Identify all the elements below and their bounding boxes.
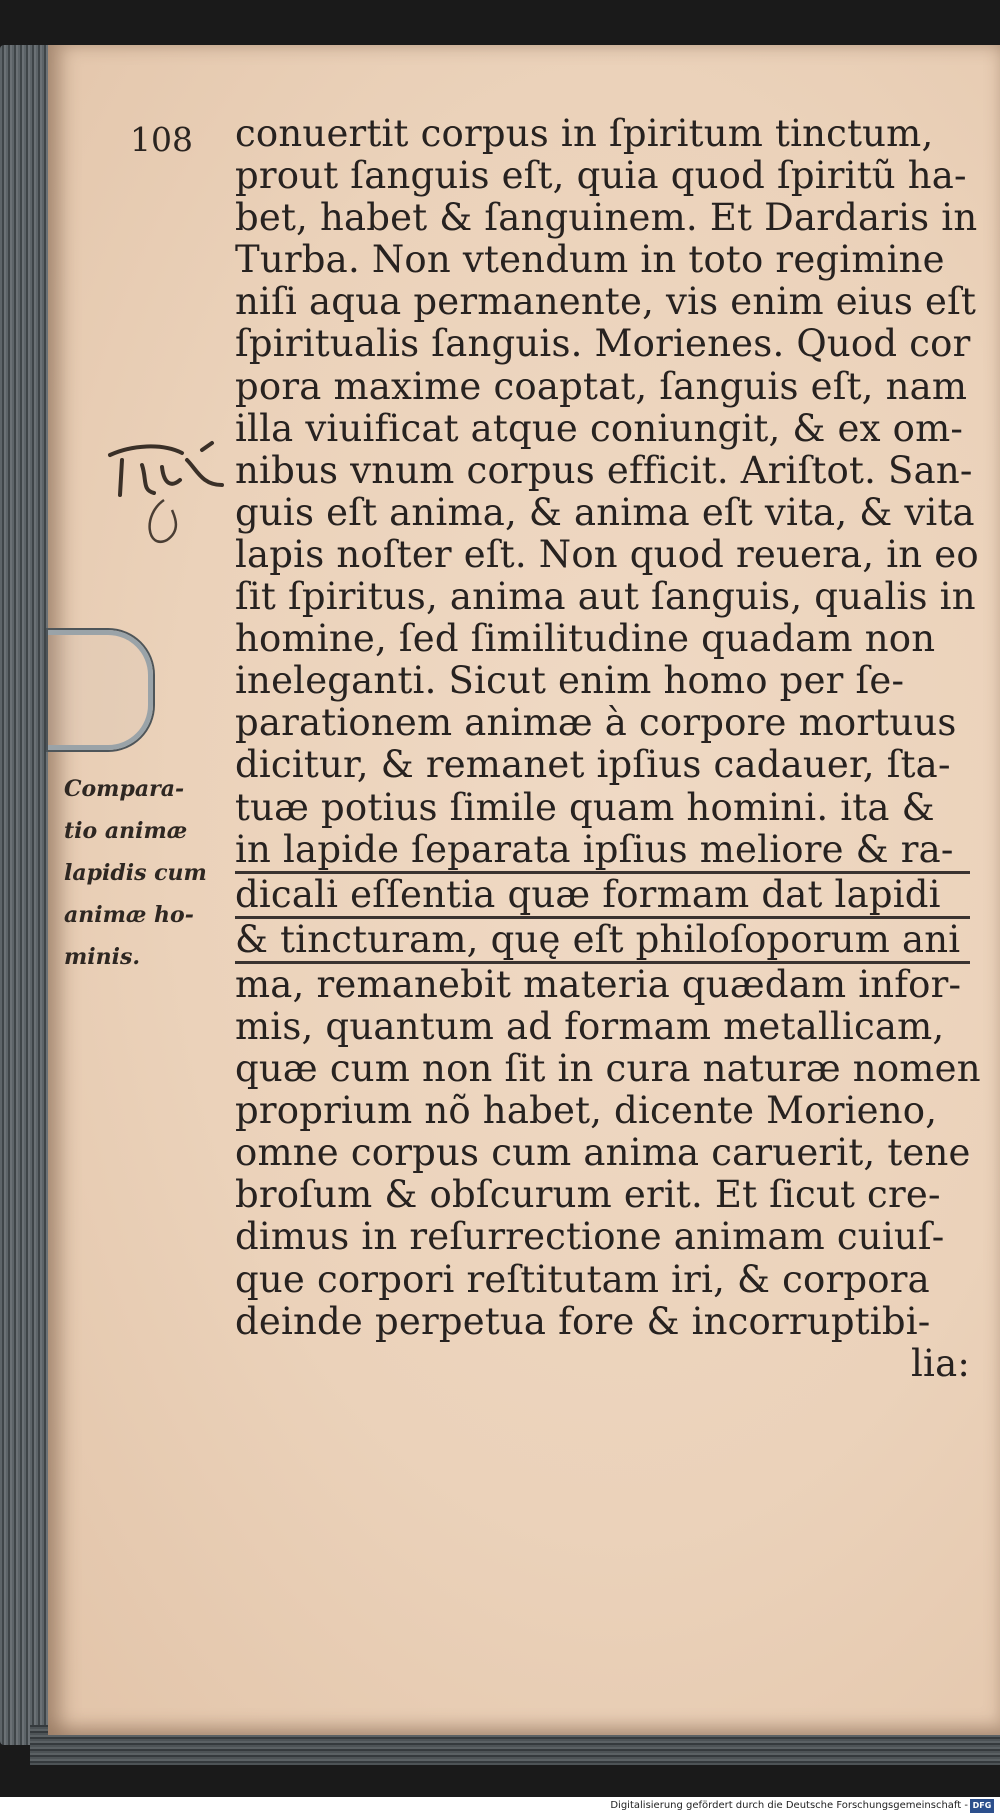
text-line: omne corpus cum anima caruerit, tene [235, 1131, 971, 1175]
page-number: 108 [130, 120, 193, 159]
text-line: ma, remanebit materia quædam infor- [235, 962, 962, 1006]
text-line: ſpiritualis ſanguis. Morienes. Quod cor [235, 322, 971, 366]
book-edge-left [0, 45, 52, 1745]
text-line: broſum & obſcurum erit. Et ſicut cre- [235, 1173, 941, 1217]
text-line: dicali eſſentia quæ formam dat lapidi [235, 874, 970, 919]
text-line: prout ſanguis eſt, quia quod ſpiritũ ha- [235, 154, 967, 198]
text-line: ineleganti. Sicut enim homo per ſe- [235, 659, 905, 703]
text-line: ſit ſpiritus, anima aut ſanguis, qualis in [235, 575, 976, 619]
text-line: quæ cum non ſit in cura naturæ nomen [235, 1047, 981, 1091]
text-line: mis, quantum ad formam metallicam, [235, 1004, 945, 1048]
text-line: conuertit corpus in ſpiritum tinctum, [235, 112, 934, 155]
text-line: Turba. Non vtendum in toto regimine [235, 238, 945, 282]
text-line: deinde perpetua fore & incorruptibi- [235, 1299, 931, 1343]
text-line: guis eſt anima, & anima eſt vita, & vita [235, 490, 975, 534]
handwritten-scribble-icon [102, 425, 232, 555]
text-line: parationem animæ à corpore mortuus [235, 701, 957, 745]
text-line: proprium nõ habet, dicente Morieno, [235, 1089, 938, 1133]
text-line: pora maxime coaptat, ſanguis eſt, nam [235, 364, 968, 408]
marginal-note-line: tio animæ [64, 818, 188, 844]
marginal-note-line: lapidis cum [64, 860, 207, 886]
text-line: niſi aqua permanente, vis enim eius eſt [235, 280, 977, 324]
footer-credit: Digitalisierung gefördert durch die Deutsche Forschungsgemeinschaft - [610, 1800, 968, 1811]
text-line: in lapide ſeparata ipſius meliore & ra- [235, 829, 970, 874]
page-clip-icon [48, 630, 153, 750]
marginal-note-line: animæ ho- [64, 902, 194, 928]
text-line: illa viuificat atque coniungit, & ex om- [235, 406, 964, 450]
text-line: que corpori reſtitutam iri, & corpora [235, 1257, 930, 1301]
text-line: & tincturam, quę eſt philoſoporum ani [235, 919, 970, 964]
text-line: bet, habet & ſanguinem. Et Dardaris in [235, 196, 978, 240]
text-line: tuæ potius ſimile quam homini. ita & [235, 785, 935, 829]
text-line: lia: [911, 1341, 970, 1385]
text-line: nibus vnum corpus efficit. Ariſtot. San- [235, 448, 973, 492]
marginal-note-line: Compara- [64, 776, 185, 802]
text-line: lapis noſter eſt. Non quod reuera, in eo [235, 532, 979, 576]
marginal-note-line: minis. [64, 944, 141, 970]
text-line: dicitur, & remanet ipſius cadauer, ſta- [235, 743, 951, 787]
body-text [235, 112, 981, 1385]
text-line: homine, ſed ſimilitudine quadam non [235, 617, 936, 661]
marginal-note [64, 768, 224, 978]
dfg-logo: DFG [970, 1799, 994, 1813]
text-line: dimus in reſurrectione animam cuiuſ- [235, 1215, 945, 1259]
